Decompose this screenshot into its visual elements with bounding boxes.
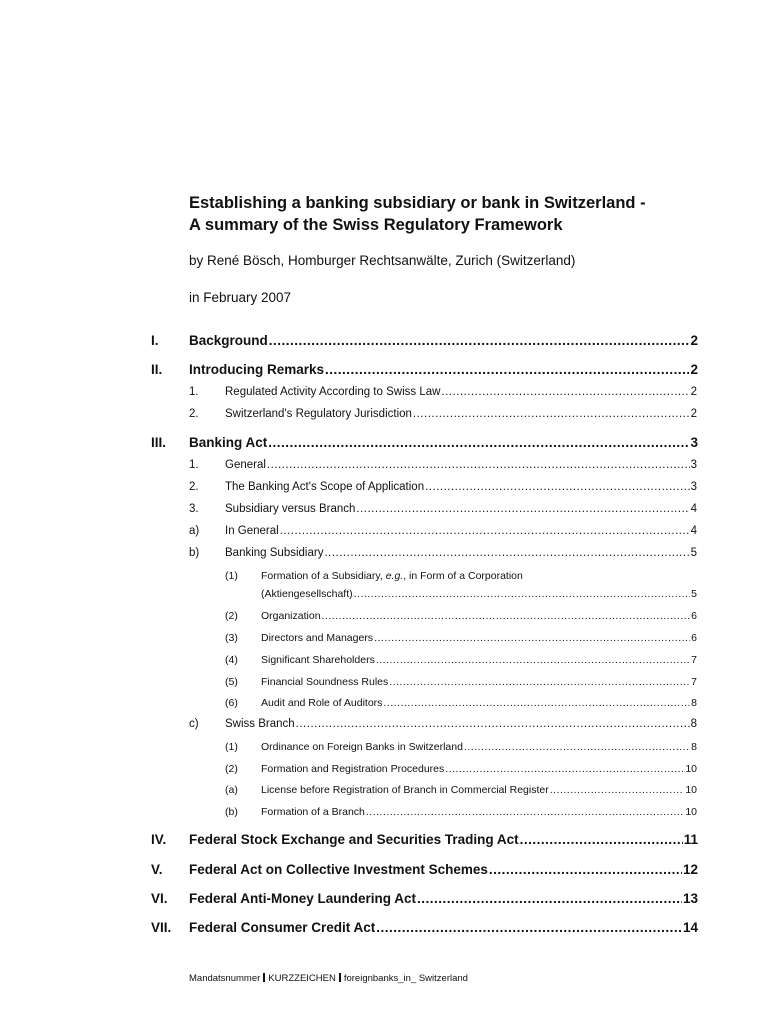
toc-title: Federal Anti-Money Laundering Act	[189, 891, 417, 906]
toc-number: IV.	[151, 832, 167, 847]
toc-entry-ordinance-foreign-banks[interactable]	[225, 741, 697, 753]
toc-leader	[464, 741, 690, 753]
toc-title-part: , in Form of a Corporation	[403, 570, 523, 582]
toc-title: Banking Subsidiary	[225, 547, 324, 559]
toc-title: Background	[189, 333, 268, 348]
toc-number: (b)	[225, 806, 238, 818]
toc-number: I.	[151, 333, 159, 348]
toc-entry-regulated-activity[interactable]	[189, 386, 697, 398]
footer-filename: foreignbanks_in_ Switzerland	[343, 973, 468, 984]
toc-page: 10	[685, 806, 697, 818]
toc-page: 12	[682, 862, 698, 877]
toc-title-line-2	[261, 588, 697, 600]
toc-leader	[354, 588, 691, 600]
toc-entry-general[interactable]	[189, 459, 697, 471]
toc-number: (1)	[225, 570, 238, 582]
toc-page: 3	[690, 435, 698, 450]
toc-number: (a)	[225, 784, 238, 796]
toc-number: (5)	[225, 676, 238, 688]
toc-leader	[445, 763, 684, 775]
toc-number: b)	[189, 547, 200, 559]
toc-title: Introducing Remarks	[189, 362, 325, 377]
toc-title: Organization	[261, 610, 321, 622]
toc-title-part: Formation of a Subsidiary,	[261, 570, 386, 582]
toc-leader	[366, 806, 684, 818]
document-title-line-1: Establishing a banking subsidiary or bank in Switzerland -	[189, 194, 646, 212]
toc-number: III.	[151, 435, 167, 450]
toc-leader	[383, 697, 690, 709]
toc-page: 4	[690, 503, 697, 515]
toc-entry-directors-managers[interactable]	[225, 632, 697, 644]
toc-page: 11	[683, 832, 698, 847]
toc-page: 2	[690, 333, 698, 348]
toc-title: Federal Consumer Credit Act	[189, 920, 376, 935]
toc-leader	[267, 459, 690, 471]
toc-entry-collective-investment[interactable]	[151, 862, 698, 877]
toc-title: Swiss Branch	[225, 718, 295, 730]
toc-entry-significant-shareholders[interactable]	[225, 654, 697, 666]
toc-page: 4	[690, 525, 697, 537]
footer-separator	[339, 973, 341, 982]
toc-entry-scope-of-application[interactable]	[189, 481, 697, 493]
toc-entry-financial-soundness[interactable]	[225, 676, 697, 688]
toc-page: 10	[685, 784, 697, 796]
toc-leader	[489, 862, 682, 877]
toc-number: 2.	[189, 408, 199, 420]
toc-leader	[413, 408, 690, 420]
toc-title: Banking Act	[189, 435, 268, 450]
toc-entry-in-general[interactable]	[189, 525, 697, 537]
toc-title: Financial Soundness Rules	[261, 676, 389, 688]
toc-leader	[520, 832, 683, 847]
toc-leader	[356, 503, 689, 515]
toc-number: (2)	[225, 763, 238, 775]
toc-title-line-1	[261, 570, 523, 582]
toc-title: Federal Stock Exchange and Securities Trading Act	[189, 832, 519, 847]
toc-entry-anti-money-laundering[interactable]	[151, 891, 698, 906]
toc-leader	[425, 481, 689, 493]
toc-number: 3.	[189, 503, 199, 515]
toc-title: General	[225, 459, 266, 471]
toc-page: 2	[690, 386, 697, 398]
toc-title: Audit and Role of Auditors	[261, 697, 383, 709]
footer-matter-number: Mandatsnummer	[189, 973, 261, 984]
toc-leader	[417, 891, 682, 906]
toc-leader	[268, 435, 689, 450]
toc-page: 5	[690, 547, 697, 559]
toc-title: License before Registration of Branch in Commercial Register	[261, 784, 549, 796]
toc-entry-banking-act[interactable]	[151, 435, 698, 450]
toc-number: VII.	[151, 920, 172, 935]
toc-number: VI.	[151, 891, 168, 906]
toc-title: (Aktiengesellschaft)	[261, 588, 353, 600]
toc-title: Subsidiary versus Branch	[225, 503, 356, 515]
toc-leader	[374, 632, 690, 644]
toc-entry-banking-subsidiary[interactable]	[189, 547, 697, 559]
toc-number: 2.	[189, 481, 199, 493]
toc-page: 7	[691, 676, 697, 688]
toc-title: Formation and Registration Procedures	[261, 763, 445, 775]
toc-entry-subsidiary-vs-branch[interactable]	[189, 503, 697, 515]
page-footer	[189, 973, 468, 984]
toc-entry-formation-of-branch[interactable]	[225, 806, 697, 818]
toc-entry-license-before-registration[interactable]	[225, 784, 697, 796]
toc-page: 3	[690, 481, 697, 493]
toc-page: 6	[691, 632, 697, 644]
toc-number: (2)	[225, 610, 238, 622]
toc-title: The Banking Act's Scope of Application	[225, 481, 425, 493]
toc-number: (3)	[225, 632, 238, 644]
toc-page: 8	[691, 697, 697, 709]
toc-entry-stock-exchange-act[interactable]	[151, 832, 698, 847]
toc-title: Significant Shareholders	[261, 654, 375, 666]
toc-leader	[325, 362, 689, 377]
toc-page: 6	[691, 610, 697, 622]
toc-number: 1.	[189, 459, 199, 471]
toc-page: 8	[690, 718, 697, 730]
toc-leader	[389, 676, 690, 688]
toc-page: 13	[682, 891, 698, 906]
footer-separator	[263, 973, 265, 982]
toc-number: c)	[189, 718, 199, 730]
toc-leader	[280, 525, 690, 537]
toc-page: 14	[682, 920, 698, 935]
toc-page: 2	[690, 362, 698, 377]
toc-page: 3	[690, 459, 697, 471]
toc-entry-audit-auditors[interactable]	[225, 697, 697, 709]
toc-number: (6)	[225, 697, 238, 709]
toc-number: 1.	[189, 386, 199, 398]
toc-entry-introducing-remarks[interactable]	[151, 362, 698, 377]
toc-entry-organization[interactable]	[225, 610, 697, 622]
toc-entry-swiss-branch[interactable]	[189, 718, 697, 730]
toc-page: 2	[690, 408, 697, 420]
toc-leader	[324, 547, 689, 559]
author-line: by René Bösch, Homburger Rechtsanwälte, Zurich (Switzerland)	[189, 253, 576, 268]
toc-number: (4)	[225, 654, 238, 666]
toc-leader	[376, 920, 682, 935]
document-title-line-2: A summary of the Swiss Regulatory Framework	[189, 216, 563, 234]
toc-leader	[441, 386, 689, 398]
toc-page: 5	[691, 588, 697, 600]
toc-number: V.	[151, 862, 163, 877]
toc-title: Federal Act on Collective Investment Schemes	[189, 862, 488, 877]
toc-page: 8	[691, 741, 697, 753]
toc-leader	[269, 333, 690, 348]
toc-title: Formation of a Branch	[261, 806, 365, 818]
toc-page: 10	[685, 763, 697, 775]
toc-number: (1)	[225, 741, 238, 753]
toc-number: a)	[189, 525, 200, 537]
toc-title: Regulated Activity According to Swiss Law	[225, 386, 441, 398]
toc-title: Directors and Managers	[261, 632, 374, 644]
toc-leader	[296, 718, 690, 730]
toc-title-emphasis: e.g.	[385, 570, 404, 582]
toc-page: 7	[691, 654, 697, 666]
date-line: in February 2007	[189, 290, 292, 305]
toc-leader	[322, 610, 691, 622]
toc-number: II.	[151, 362, 163, 377]
toc-title: In General	[225, 525, 279, 537]
toc-entry-formation-registration[interactable]	[225, 763, 697, 775]
toc-entry-consumer-credit[interactable]	[151, 920, 698, 935]
toc-entry-background[interactable]	[151, 333, 698, 348]
toc-entry-regulatory-jurisdiction[interactable]	[189, 408, 697, 420]
toc-title: Switzerland's Regulatory Jurisdiction	[225, 408, 412, 420]
toc-leader	[550, 784, 685, 796]
toc-leader	[376, 654, 690, 666]
toc-title: Ordinance on Foreign Banks in Switzerland	[261, 741, 463, 753]
footer-initials: KURZZEICHEN	[268, 973, 336, 984]
